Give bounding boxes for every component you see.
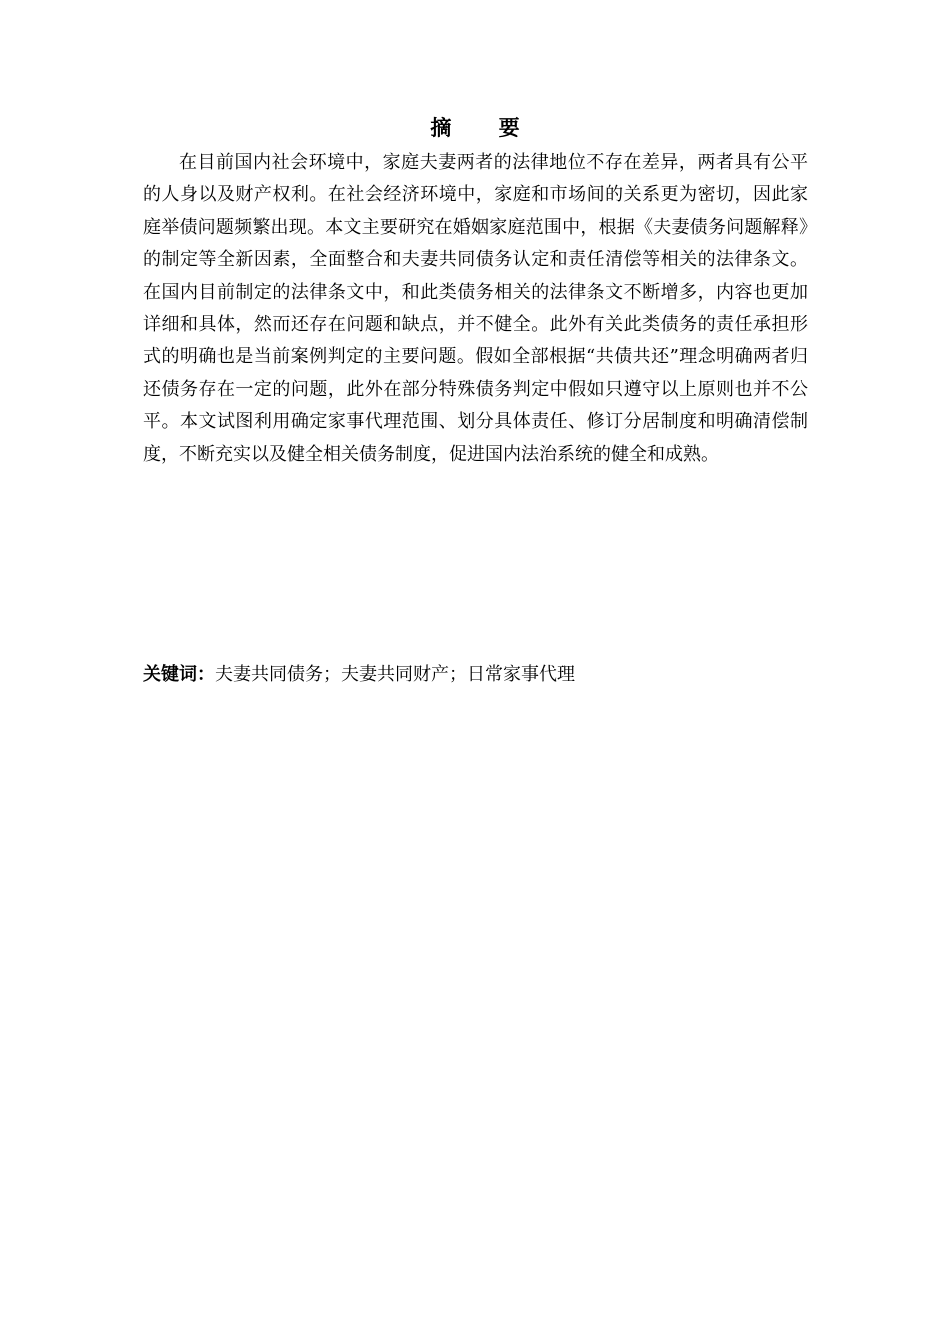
keywords-text: 夫妻共同债务；夫妻共同财产；日常家事代理 (215, 664, 575, 685)
keywords-line (143, 660, 808, 690)
abstract-title: 摘 要 (430, 116, 540, 140)
keywords-label: 关键词： (143, 664, 215, 685)
abstract-body: 在目前国内社会环境中，家庭夫妻两者的法律地位不存在差异，两者具有公平的人身以及财产权利。在社会经济环境中，家庭和市场间的关系更为密切，因此家庭举债问题频繁出现。本文主要研究在婚姻家庭范围中，根据《夫妻债务问题解释》的制定等全新因素，全面整合和夫妻共同债务认定和责任清偿等相关的法律条文。在国内目前制定的法律条文中，和此类债务相关的法律条文不断增多，内容也更加详细和具体，然而还存在问题和缺点，并不健全。此外有关此类债务的责任承担形式的明确也是当前案例判定的主要问题。假如全部根据“共债共还”理念明确两者归还债务存在一定的问题，此外在部分特殊债务判定中假如只遵守以上原则也并不公平。本文试图利用确定家事代理范围、划分具体责任、修订分居制度和明确清偿制度，不断充实以及健全相关债务制度，促进国内法治系统的健全和成熟。 (143, 152, 808, 465)
